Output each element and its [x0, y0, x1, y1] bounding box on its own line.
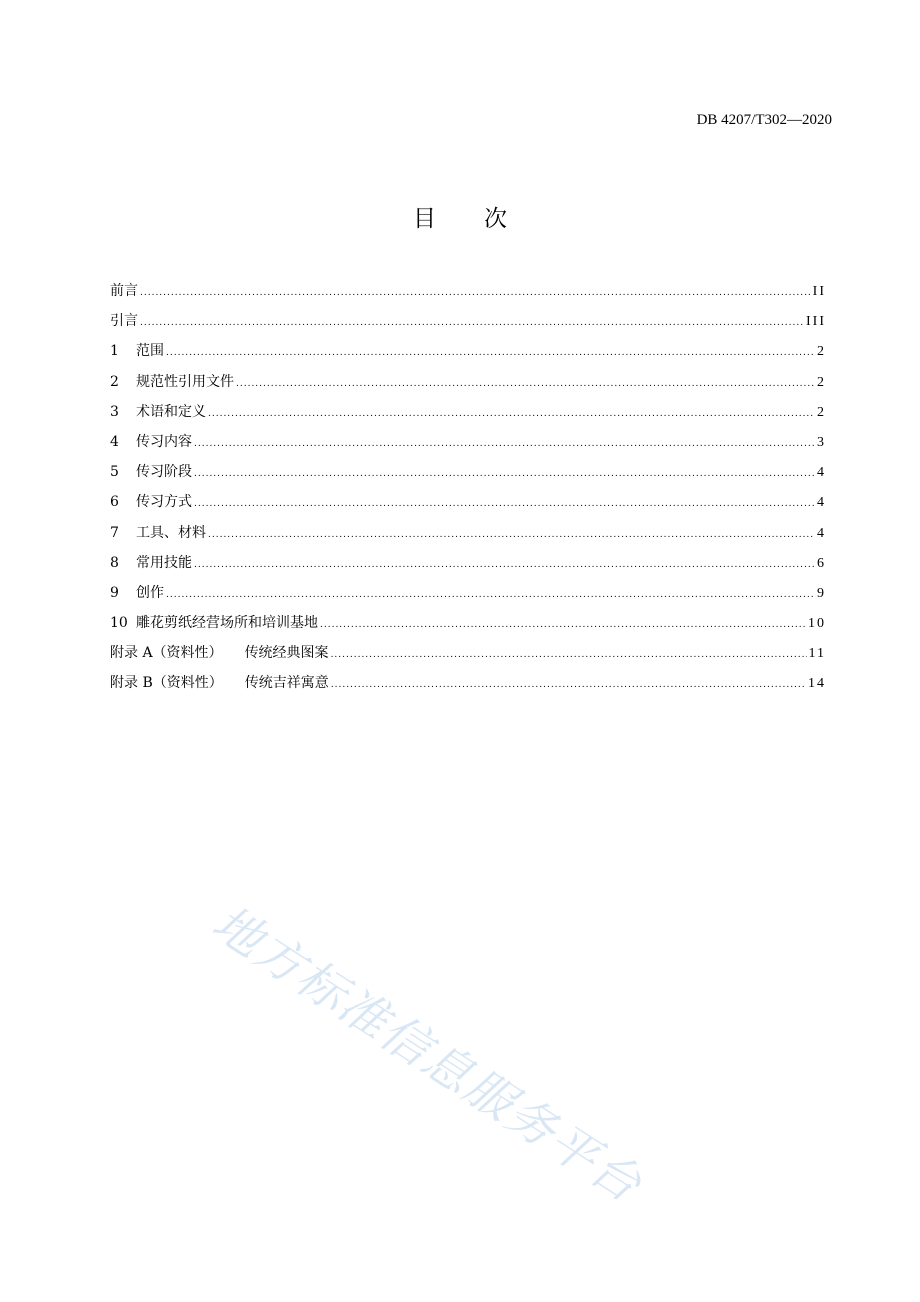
toc-entry-subtitle: 传统经典图案 [244, 645, 329, 662]
toc-entry-number: 5 [110, 464, 119, 481]
toc-entry-title: 雕花剪纸经营场所和培训基地 [136, 615, 318, 632]
toc-entry-page: 11 [808, 646, 826, 662]
toc-entry[interactable] [110, 306, 824, 336]
toc-entry[interactable] [110, 367, 824, 397]
toc-leader-dots [331, 678, 806, 692]
toc-leader-dots [194, 467, 815, 481]
toc-entry[interactable] [110, 548, 824, 578]
toc-entry-page: 2 [817, 344, 826, 360]
toc-entry-label [136, 548, 192, 578]
toc-entry-title: 引言 [110, 313, 138, 330]
toc-leader-dots [320, 618, 806, 632]
toc-entry-label [136, 608, 318, 638]
toc-leader-dots [331, 648, 807, 662]
toc-entry[interactable] [110, 578, 824, 608]
toc-leader-dots [194, 437, 815, 451]
toc-leader-dots [194, 497, 815, 511]
toc-entry-number: 10 [110, 615, 128, 632]
toc-entry-page: 2 [817, 374, 826, 390]
toc-entry-subtitle: 传统吉祥寓意 [244, 675, 329, 692]
toc-entry-page: 14 [808, 676, 826, 692]
toc-entry[interactable] [110, 276, 824, 306]
toc-entry[interactable] [110, 427, 824, 457]
toc-title-left: 目 [413, 206, 436, 232]
toc-entry-page: III [806, 314, 826, 330]
toc-entry-title: 传习方式 [136, 494, 192, 511]
toc-entry-label [110, 638, 329, 668]
toc-entry-title: 传习阶段 [136, 464, 192, 481]
toc-entry-title: 创作 [136, 584, 164, 601]
toc-entry-page: 2 [817, 404, 826, 420]
toc-entry[interactable] [110, 336, 824, 366]
toc-entry-number: 8 [110, 554, 119, 571]
toc-entry-number: 9 [110, 584, 119, 601]
toc-entry-label [136, 367, 234, 397]
toc-entry-label [110, 668, 329, 698]
toc-entry-label [136, 518, 206, 548]
toc-entry[interactable] [110, 397, 824, 427]
toc-entry-page: 10 [808, 616, 826, 632]
toc-entry-number: 1 [110, 343, 119, 360]
toc-entry-title: 附录 B（资料性） [110, 675, 223, 692]
toc-entry-page: 4 [817, 495, 826, 511]
toc-entry[interactable] [110, 457, 824, 487]
toc-entry-label [136, 427, 192, 457]
toc-leader-dots [194, 558, 815, 572]
watermark: 地方标准信息服务平台 [202, 894, 653, 1215]
toc-title [0, 200, 920, 233]
toc-entry[interactable] [110, 487, 824, 517]
toc-entry-number: 2 [110, 373, 119, 390]
toc-entry[interactable] [110, 668, 824, 698]
toc-entry-title: 规范性引用文件 [136, 373, 234, 390]
toc-entry-page: 6 [817, 555, 826, 571]
toc-entry-label [136, 487, 192, 517]
toc-entry-page: II [812, 284, 826, 299]
toc-entry-title: 常用技能 [136, 554, 192, 571]
toc-entry-number: 4 [110, 433, 119, 450]
toc-entry-title: 附录 A（资料性） [110, 645, 223, 662]
toc-entry-title: 前言 [110, 283, 138, 299]
toc-entry-page: 4 [817, 465, 826, 481]
toc-leader-dots [208, 407, 815, 421]
toc-entry-number: 7 [110, 524, 119, 541]
toc-title-right: 次 [484, 206, 507, 232]
toc-entry-label [136, 578, 164, 608]
toc-entry-title: 传习内容 [136, 433, 192, 450]
toc-leader-dots [208, 528, 815, 542]
toc-leader-dots [140, 286, 811, 300]
toc-entry-title: 术语和定义 [136, 403, 206, 420]
toc-entry-label [110, 276, 138, 306]
toc-entry-page: 3 [817, 434, 826, 450]
toc-entry-title: 工具、材料 [136, 524, 206, 541]
toc-entry-label [136, 397, 206, 427]
toc-entry-page: 4 [817, 525, 826, 541]
toc-leader-dots [140, 316, 804, 330]
toc-entry[interactable] [110, 608, 824, 638]
toc-entry-page: 9 [817, 585, 826, 601]
toc-list [110, 276, 824, 699]
toc-entry-label [110, 306, 138, 336]
toc-entry[interactable] [110, 518, 824, 548]
toc-entry[interactable] [110, 638, 824, 668]
toc-entry-label [136, 457, 192, 487]
toc-entry-title: 范围 [136, 343, 164, 360]
toc-leader-dots [166, 588, 815, 602]
toc-leader-dots [166, 346, 815, 360]
document-code: DB 4207/T302—2020 [696, 112, 832, 128]
toc-entry-number: 3 [110, 403, 119, 420]
toc-entry-number: 6 [110, 494, 119, 511]
toc-entry-label [136, 336, 164, 366]
toc-leader-dots [236, 377, 815, 391]
